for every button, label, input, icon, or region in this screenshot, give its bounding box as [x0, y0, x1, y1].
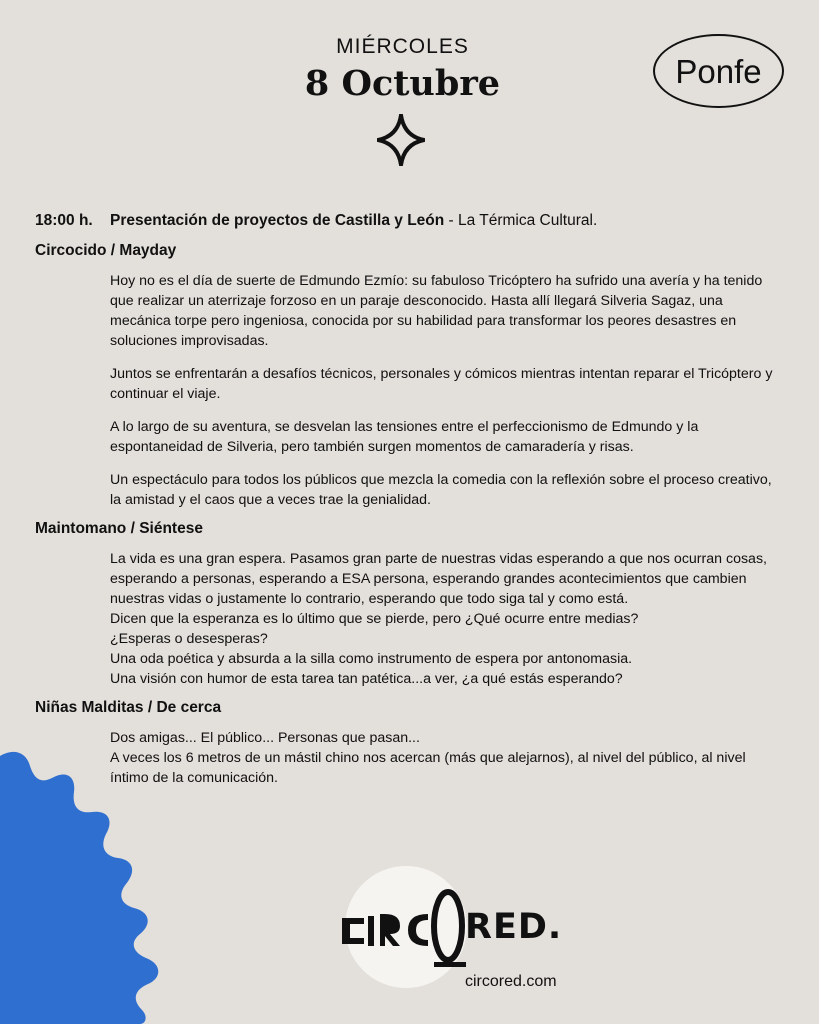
show-title: Circocido / Mayday [35, 242, 177, 259]
weekday: MIÉRCOLES [336, 35, 469, 58]
description-paragraph: Un espectáculo para todos los públicos que mezcla la comedia con la reflexión sobre el proceso creativo, la amistad y el caos que a veces trae la genialidad. [110, 472, 772, 508]
four-point-star-icon [377, 114, 425, 166]
description-line: Dicen que la esperanza es lo último que se pierde, pero ¿Qué ocurre entre medias? [110, 611, 639, 627]
description-line: A veces los 6 metros de un mástil chino nos acercan (más que alejarnos), al nivel del público, al nivel íntimo de la comunicación. [110, 750, 746, 786]
starburst-blob-shape [0, 748, 185, 1024]
website-url: circored.com [465, 973, 557, 990]
show-maintomano [35, 518, 785, 689]
schedule-time: 18:00 h. [35, 212, 93, 229]
program-content [35, 210, 785, 801]
show-title: Maintomano / Siéntese [35, 520, 203, 537]
description-paragraph: Hoy no es el día de suerte de Edmundo Ezmío: su fabuloso Tricóptero ha sufrido una avería y ha tenido que realizar un aterrizaje forzoso en un paraje desconocido. Hasta allí llegará Silveria Sagaz, una mecánica torpe pero ingeniosa, conocida por su habilidad para transformar los peores desastres en soluciones improvisadas. [110, 273, 763, 349]
description-paragraph: Juntos se enfrentarán a desafíos técnicos, personales y cómicos mientras intentan reparar el Tricóptero y continuar el viaje. [110, 366, 773, 402]
show-description [110, 728, 785, 788]
description-paragraph: A lo largo de su aventura, se desvelan las tensiones entre el perfeccionismo de Edmundo y la espontaneidad de Silveria, pero también surgen momentos de camaradería y risas. [110, 419, 699, 455]
schedule-title: Presentación de proyectos de Castilla y León [110, 212, 445, 229]
show-description [110, 549, 785, 689]
show-description [110, 271, 785, 510]
description-line: La vida es una gran espera. Pasamos gran parte de nuestras vidas esperando a que nos ocurran cosas, esperando a personas, esperando a ESA persona, esperando grandes acontecimientos que cambien nuestras vidas o justamente lo contrario, esperando que todo siga tal y como está. [110, 551, 767, 607]
schedule-line [35, 210, 785, 232]
show-title: Niñas Malditas / De cerca [35, 699, 222, 716]
description-line: Dos amigas... El público... Personas que pasan... [110, 730, 420, 746]
description-line: Una visión con humor de esta tarea tan patética...a ver, ¿a qué estás esperando? [110, 671, 623, 687]
logo-wordmark: RED. [465, 907, 563, 947]
show-circocido [35, 240, 785, 510]
description-line: Una oda poética y absurda a la silla como instrumento de espera por antonomasia. [110, 651, 633, 667]
venue-label: Ponfe [675, 52, 762, 90]
schedule-location: - La Térmica Cultural. [444, 212, 598, 229]
date-title: 8 Octubre [304, 63, 501, 104]
venue-badge [653, 34, 784, 108]
description-line: ¿Esperas o desesperas? [110, 631, 268, 647]
